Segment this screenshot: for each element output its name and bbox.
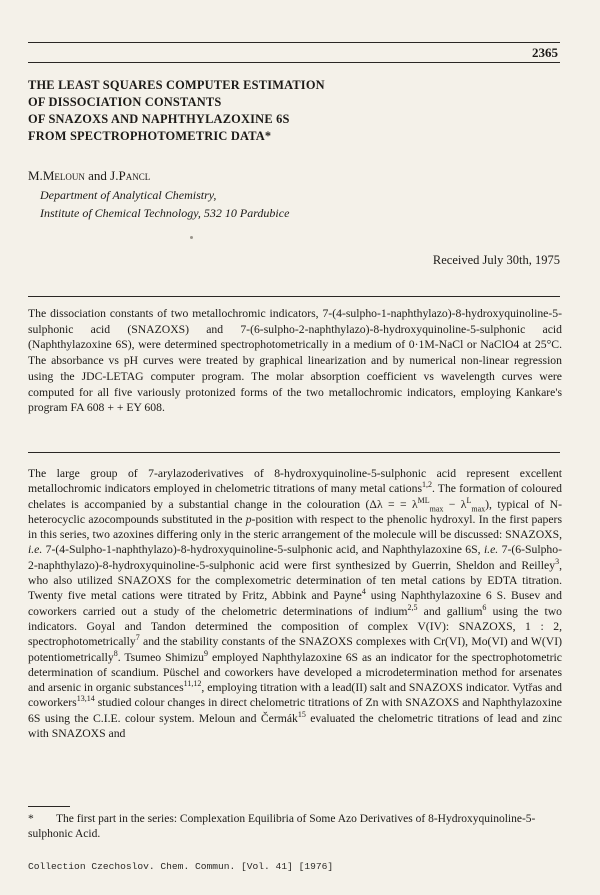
affiliation-line: Department of Analytical Chemistry, — [40, 188, 217, 202]
body-text: employed Naphthylazoxine 6S as an indicator for the spectrophotometric determination of scandium. Püschel and coworkers have developed a microdetermination method for arsenates and arsenic in organic substances — [28, 650, 562, 695]
abstract-rule-top — [28, 296, 560, 297]
body-text: and gallium — [417, 604, 483, 618]
body-text: − λ — [443, 497, 467, 511]
body-text: ), typical of N-heterocyclic azocompounds substituted in the — [28, 497, 562, 526]
superscript: L — [466, 495, 472, 505]
italic-text: p — [245, 512, 252, 526]
journal-citation: Collection Czechoslov. Chem. Commun. [Vol. 41] [1976] — [28, 861, 334, 872]
citation: 8 — [113, 648, 118, 658]
citation: 15 — [297, 709, 306, 719]
citation: 11,12 — [183, 679, 202, 689]
title-line: OF DISSOCIATION CONSTANTS — [28, 95, 222, 109]
body-text: evaluated the chelometric titrations of lead and zinc with SNAZOXS and — [28, 711, 562, 741]
abstract: The dissociation constants of two metallochromic indicators, 7-(4-sulpho-1-naphthylazo)-8-hydroxyquinoline-5-sulphonic acid (SNAZOXS) and 7-(6-sulpho-2-naphthylazo)-8-hydroxyquinoline-5-sulphonic acid (Naphthylazoxine 6S), were determined spectrophotometrically in a medium of 0·1M-NaCl or NaClO4 at 25°C. The absorbance vs pH curves were treated by graphical linearization and by numerical non-linear regression using the JDC-LETAG computer program. The molar absorption coefficient vs wavelength curves were computed for all five variously protonized forms of the two metallochromic indicators, employing Kankare's program FA 608 + + EY 608. — [28, 307, 562, 415]
body-text: The large group of 7-arylazoderivatives of 8-hydroxyquinoline-5-sulphonic acid represent excellent metallochromic indicators employed in chelometric titrations of many metal cations — [28, 467, 562, 496]
title-line: THE LEAST SQUARES COMPUTER ESTIMATION — [28, 78, 325, 92]
authors — [28, 168, 150, 184]
citation: 13,14 — [76, 694, 95, 704]
body-text: . The formation of coloured chelates is accompanied by a substantial change in the colouration (Δλ = = λ — [28, 482, 562, 511]
footnote-marker: * — [28, 813, 34, 825]
citation: 4 — [361, 587, 366, 597]
affiliation-line: Institute of Chemical Technology, 532 10 Pardubice — [40, 206, 290, 220]
citation: 3 — [555, 556, 560, 566]
subscript: max — [429, 503, 444, 513]
author-surname: Meloun — [42, 168, 85, 183]
subscript: max — [471, 503, 486, 513]
body-text: 7-(4-Sulpho-1-naphthylazo)-8-hydroxyquinoline-5-sulphonic acid, and Naphthylazoxine 6S, — [42, 543, 484, 557]
citation: 9 — [204, 648, 209, 658]
author-surname: Pancl — [118, 168, 151, 183]
footnote — [28, 812, 562, 842]
italic-text: i.e. — [483, 543, 499, 557]
body-text: using Naphthylazoxine 6 S. Busev and coworkers carried out a study of the chelometric determinations of indium — [28, 589, 562, 618]
title-line: OF SNAZOXS AND NAPHTHYLAZOXINE 6S — [28, 112, 290, 126]
page-number: 2365 — [532, 45, 558, 60]
citation: 7 — [135, 633, 140, 643]
body-text: studied colour changes in direct chelometric titrations of Zn with SNAZOXS and Naphthylazoxine 6S using the C.I.E. colour system. Meloun and Čermák — [28, 696, 562, 725]
body-text: . Tsumeo Shimizu — [117, 650, 205, 664]
body-text: , employing titration with a lead(II) salt and SNAZOXS indicator. Vytřas and coworkers — [28, 681, 562, 710]
footnote-text: The first part in the series: Complexation Equilibria of Some Azo Derivatives of 8-Hydroxyquinoline-5-sulphonic Acid. — [28, 813, 536, 840]
article-title — [28, 77, 548, 145]
received-date: Received July 30th, 1975 — [432, 253, 560, 267]
affiliation — [40, 186, 289, 222]
body-text: 7-(6-Sulpho-2-naphthylazo)-8-hydroxyquinoline-5-sulphonic acid were first synthesized by Guerrin, Sheldon and Reilley — [28, 543, 562, 572]
body-text: -position with respect to the phenolic hydroxyl. In the first papers in this series, two azoxines differing only in the steric arrangement of the molecule will be discussed: SNAZOXS, — [28, 512, 562, 542]
body-text: using the two indicators. Goyal and Tandon determined the composition of complex V(IV): SNAZOXS, 1 : 2, spectrophotometrically — [28, 604, 562, 649]
print-speck — [190, 236, 193, 239]
body-text: , who also utilized SNAZOXS for the complexometric determination of ten metal cations by EDTA titration. Twenty five metal cations were titrated by Fritz, Abbink and Payne — [28, 558, 562, 603]
citation: 2,5 — [407, 602, 418, 612]
title-line: FROM SPECTROPHOTOMETRIC DATA* — [28, 129, 272, 143]
author-initial: J. — [110, 168, 119, 183]
footnote-rule — [28, 806, 70, 807]
superscript: ML — [417, 495, 430, 505]
italic-text: i.e. — [28, 543, 43, 557]
author-conjunction: and — [84, 168, 111, 183]
header-rule-bottom — [28, 62, 560, 63]
header-rule-top — [28, 42, 560, 43]
citation: 6 — [482, 602, 487, 612]
body-text: and the stability constants of the SNAZOXS complexes with Cr(VI), Mo(VI) and W(VI) potentiometrically — [28, 635, 562, 664]
citation: 1,2 — [422, 480, 432, 490]
author-initial: M. — [28, 168, 43, 183]
abstract-rule-bottom — [28, 452, 560, 453]
body-paragraph — [28, 466, 562, 741]
